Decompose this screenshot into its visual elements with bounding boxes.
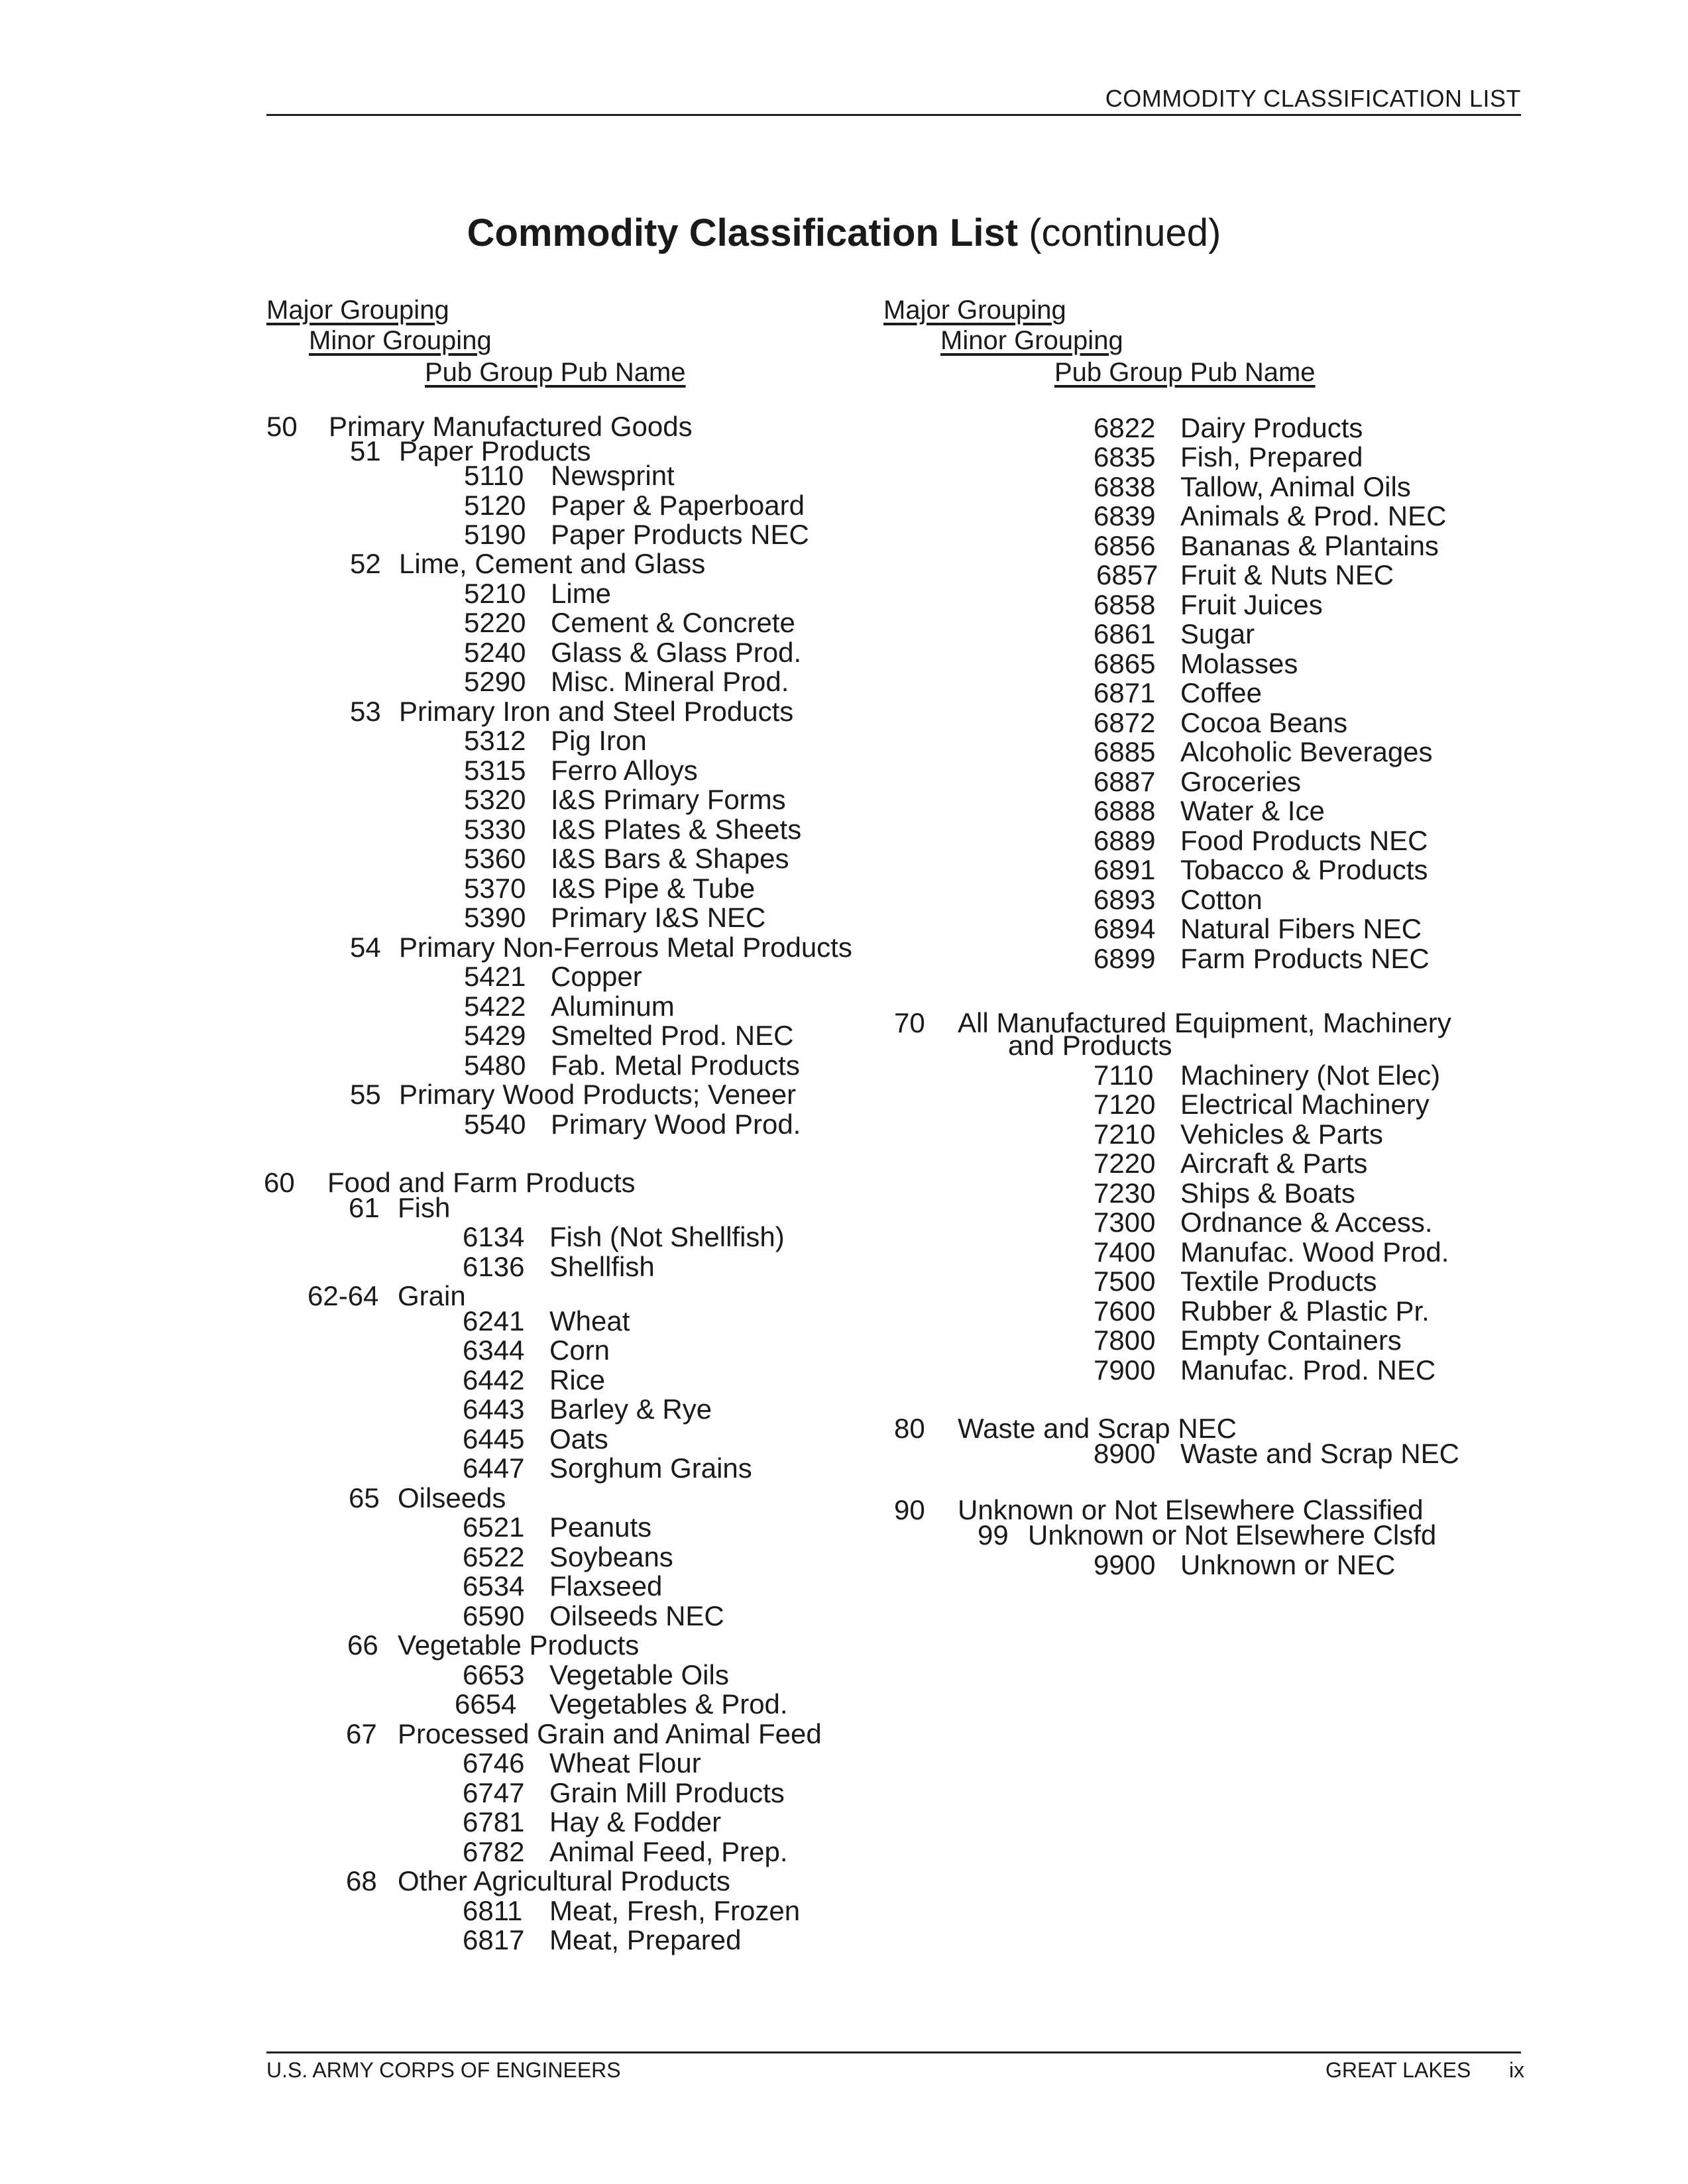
pub-code: 6781 — [463, 1806, 525, 1837]
pub-code: 6654 — [455, 1688, 517, 1720]
pub-code: 6442 — [463, 1364, 525, 1395]
pub-name: Animals & Prod. NEC — [1180, 500, 1447, 531]
major-name: All Manufactured Equipment, Machinery — [958, 1007, 1451, 1038]
footer-rule — [266, 2051, 1521, 2053]
legend-minor-right: Minor Grouping — [940, 326, 1123, 355]
pub-name: Oats — [549, 1423, 608, 1454]
pub-name: Empty Containers — [1180, 1325, 1402, 1356]
pub-code: 6861 — [1094, 618, 1156, 649]
pub-name: Fish, Prepared — [1180, 441, 1363, 472]
pub-code: 5220 — [464, 607, 526, 638]
pub-name: Wheat — [549, 1305, 630, 1337]
legend-pub-right: Pub Group Pub Name — [1054, 358, 1316, 387]
pub-name: Glass & Glass Prod. — [551, 637, 802, 668]
pub-code: 6534 — [463, 1570, 525, 1602]
minor-name: Primary Wood Products; Veneer — [399, 1079, 797, 1110]
minor-code: 67 — [346, 1718, 377, 1749]
pub-name: Vehicles & Parts — [1180, 1119, 1383, 1150]
pub-code: 5429 — [464, 1020, 526, 1051]
pub-code: 6521 — [463, 1511, 525, 1543]
pub-code: 6344 — [463, 1335, 525, 1366]
major-name: Food and Farm Products — [327, 1167, 636, 1198]
pub-name: Rubber & Plastic Pr. — [1180, 1295, 1430, 1327]
minor-name: Processed Grain and Animal Feed — [398, 1718, 822, 1749]
pub-name: Meat, Fresh, Frozen — [549, 1895, 801, 1926]
minor-code: 66 — [347, 1629, 378, 1661]
pub-name: Lime — [551, 578, 612, 609]
pub-name: Dairy Products — [1180, 412, 1363, 443]
major-code: 60 — [264, 1167, 295, 1198]
pub-name: Paper Products NEC — [551, 519, 809, 550]
minor-code: 68 — [346, 1865, 377, 1896]
page-title-main: Commodity Classification List — [467, 211, 1019, 254]
pub-code: 7500 — [1094, 1266, 1156, 1297]
major-name: Unknown or Not Elsewhere Classified — [958, 1494, 1424, 1525]
pub-code: 6782 — [463, 1836, 525, 1867]
pub-code: 6899 — [1094, 943, 1156, 974]
pub-code: 6893 — [1094, 884, 1156, 915]
minor-code: 99 — [978, 1519, 1009, 1551]
minor-name: Fish — [398, 1192, 451, 1223]
pub-name: Oilseeds NEC — [549, 1600, 724, 1631]
page-title — [0, 211, 1688, 255]
pub-name: Fruit & Nuts NEC — [1180, 559, 1394, 590]
running-header: COMMODITY CLASSIFICATION LIST — [1105, 85, 1521, 112]
pub-name: Waste and Scrap NEC — [1180, 1438, 1459, 1469]
pub-code: 7210 — [1094, 1119, 1156, 1150]
pub-name: Aircraft & Parts — [1180, 1148, 1368, 1179]
minor-code: 65 — [349, 1482, 380, 1513]
minor-name: Vegetable Products — [398, 1629, 640, 1661]
pub-code: 5190 — [464, 519, 526, 550]
pub-code: 7300 — [1094, 1207, 1156, 1238]
pub-code: 6134 — [463, 1221, 525, 1252]
major-name: Waste and Scrap NEC — [958, 1413, 1237, 1444]
pub-name: Misc. Mineral Prod. — [551, 666, 789, 697]
pub-code: 5390 — [464, 902, 526, 933]
pub-code: 8900 — [1094, 1438, 1156, 1469]
pub-code: 5370 — [464, 873, 526, 904]
pub-code: 5422 — [464, 991, 526, 1022]
pub-code: 7400 — [1094, 1236, 1156, 1268]
pub-name: Alcoholic Beverages — [1180, 736, 1433, 767]
pub-name: Ferro Alloys — [551, 755, 698, 786]
pub-code: 5210 — [464, 578, 526, 609]
major-code: 90 — [894, 1494, 925, 1525]
pub-name: I&S Primary Forms — [551, 784, 786, 815]
pub-code: 6746 — [463, 1747, 525, 1778]
pub-code: 5312 — [464, 725, 526, 756]
minor-code: 62-64 — [308, 1280, 379, 1311]
pub-code: 6447 — [463, 1452, 525, 1484]
pub-name: Newsprint — [551, 460, 675, 491]
pub-name: I&S Plates & Sheets — [551, 814, 802, 845]
minor-name: Grain — [398, 1280, 466, 1311]
pub-name: Fish (Not Shellfish) — [549, 1221, 785, 1252]
pub-name: Sorghum Grains — [549, 1452, 752, 1484]
pub-name: Soybeans — [549, 1541, 673, 1572]
pub-name: Primary I&S NEC — [551, 902, 766, 933]
pub-code: 6241 — [463, 1305, 525, 1337]
pub-name: Manufac. Prod. NEC — [1180, 1354, 1436, 1386]
footer-left: U.S. ARMY CORPS OF ENGINEERS — [266, 2058, 621, 2082]
pub-name: Grain Mill Products — [549, 1777, 785, 1808]
pub-code: 6522 — [463, 1541, 525, 1572]
pub-code: 5290 — [464, 666, 526, 697]
pub-name: Rice — [549, 1364, 606, 1395]
major-code: 70 — [894, 1007, 925, 1038]
pub-code: 6885 — [1094, 736, 1156, 767]
pub-code: 6887 — [1094, 766, 1156, 797]
major-name-continued: and Products — [1008, 1030, 1172, 1061]
pub-code: 6888 — [1094, 795, 1156, 826]
pub-name: Ships & Boats — [1180, 1177, 1355, 1209]
pub-name: Ordnance & Access. — [1180, 1207, 1433, 1238]
pub-code: 5540 — [464, 1109, 526, 1140]
footer-right: GREAT LAKES — [1325, 2058, 1471, 2082]
major-name: Primary Manufactured Goods — [329, 411, 693, 442]
pub-name: Natural Fibers NEC — [1180, 913, 1422, 944]
minor-name: Other Agricultural Products — [398, 1865, 730, 1896]
pub-name: Vegetable Oils — [549, 1659, 729, 1690]
minor-name: Primary Iron and Steel Products — [399, 696, 794, 727]
minor-code: 53 — [350, 696, 381, 727]
pub-code: 6136 — [463, 1251, 525, 1282]
pub-name: Unknown or NEC — [1180, 1549, 1396, 1580]
pub-code: 6865 — [1094, 648, 1156, 679]
pub-code: 6871 — [1094, 677, 1156, 708]
pub-name: Shellfish — [549, 1251, 655, 1282]
pub-name: Cocoa Beans — [1180, 707, 1348, 738]
pub-name: Cement & Concrete — [551, 607, 795, 638]
pub-code: 5480 — [464, 1050, 526, 1081]
pub-code: 6857 — [1096, 559, 1158, 590]
pub-code: 6747 — [463, 1777, 525, 1808]
pub-name: Electrical Machinery — [1180, 1089, 1430, 1120]
pub-code: 5240 — [464, 637, 526, 668]
pub-name: Tallow, Animal Oils — [1180, 471, 1411, 502]
pub-name: Animal Feed, Prep. — [549, 1836, 788, 1867]
pub-name: Barley & Rye — [549, 1393, 712, 1425]
minor-name: Oilseeds — [398, 1482, 506, 1513]
pub-code: 6894 — [1094, 913, 1156, 944]
page-title-suffix: (continued) — [1029, 211, 1221, 254]
pub-name: Corn — [549, 1335, 610, 1366]
pub-code: 6856 — [1094, 530, 1156, 561]
pub-code: 7120 — [1094, 1089, 1156, 1120]
pub-name: Machinery (Not Elec) — [1180, 1060, 1441, 1091]
pub-name: Copper — [551, 961, 642, 992]
minor-code: 61 — [349, 1192, 380, 1223]
legend-major-left: Major Grouping — [266, 296, 449, 325]
minor-code: 52 — [350, 548, 381, 579]
pub-name: Food Products NEC — [1180, 825, 1428, 856]
pub-code: 6817 — [463, 1924, 525, 1955]
pub-code: 9900 — [1094, 1549, 1156, 1580]
pub-code: 7900 — [1094, 1354, 1156, 1386]
pub-code: 6838 — [1094, 471, 1156, 502]
pub-name: Tobacco & Products — [1180, 854, 1428, 885]
pub-code: 6822 — [1094, 412, 1156, 443]
pub-name: I&S Pipe & Tube — [551, 873, 756, 904]
minor-code: 51 — [350, 435, 381, 466]
pub-code: 6835 — [1094, 441, 1156, 472]
pub-name: Manufac. Wood Prod. — [1180, 1236, 1449, 1268]
minor-code: 55 — [350, 1079, 381, 1110]
pub-name: Fruit Juices — [1180, 589, 1323, 620]
pub-code: 5421 — [464, 961, 526, 992]
pub-name: Cotton — [1180, 884, 1263, 915]
minor-code: 54 — [350, 932, 381, 963]
pub-code: 5315 — [464, 755, 526, 786]
pub-code: 7230 — [1094, 1177, 1156, 1209]
pub-name: Fab. Metal Products — [551, 1050, 800, 1081]
legend-major-right: Major Grouping — [883, 296, 1066, 325]
pub-name: Wheat Flour — [549, 1747, 701, 1778]
pub-code: 6872 — [1094, 707, 1156, 738]
minor-name: Primary Non-Ferrous Metal Products — [399, 932, 852, 963]
pub-code: 5360 — [464, 843, 526, 874]
pub-code: 6653 — [463, 1659, 525, 1690]
pub-name: Bananas & Plantains — [1180, 530, 1439, 561]
legend-minor-left: Minor Grouping — [309, 326, 492, 355]
pub-name: Farm Products NEC — [1180, 943, 1430, 974]
minor-name: Lime, Cement and Glass — [399, 548, 706, 579]
minor-name: Unknown or Not Elsewhere Clsfd — [1028, 1519, 1437, 1551]
pub-name: Hay & Fodder — [549, 1806, 722, 1837]
major-code: 50 — [266, 411, 298, 442]
pub-name: Smelted Prod. NEC — [551, 1020, 794, 1051]
pub-code: 5330 — [464, 814, 526, 845]
pub-code: 5110 — [464, 460, 524, 491]
pub-name: Coffee — [1180, 677, 1262, 708]
pub-name: Aluminum — [551, 991, 675, 1022]
pub-name: I&S Bars & Shapes — [551, 843, 789, 874]
pub-name: Sugar — [1180, 618, 1255, 649]
pub-name: Paper & Paperboard — [551, 490, 805, 521]
pub-code: 6858 — [1094, 589, 1156, 620]
pub-name: Textile Products — [1180, 1266, 1377, 1297]
pub-name: Water & Ice — [1180, 795, 1325, 826]
pub-name: Meat, Prepared — [549, 1924, 742, 1955]
pub-code: 6811 — [463, 1895, 523, 1926]
major-code: 80 — [894, 1413, 925, 1444]
pub-name: Peanuts — [549, 1511, 652, 1543]
pub-code: 6839 — [1094, 500, 1156, 531]
pub-code: 5320 — [464, 784, 526, 815]
header-rule — [266, 114, 1521, 116]
minor-name: Paper Products — [399, 435, 591, 466]
pub-name: Vegetables & Prod. — [549, 1688, 788, 1720]
pub-name: Primary Wood Prod. — [551, 1109, 801, 1140]
pub-code: 7220 — [1094, 1148, 1156, 1179]
pub-name: Flaxseed — [549, 1570, 663, 1602]
pub-name: Groceries — [1180, 766, 1302, 797]
pub-code: 6590 — [463, 1600, 525, 1631]
legend-pub-left: Pub Group Pub Name — [425, 358, 686, 387]
pub-code: 7600 — [1094, 1295, 1156, 1327]
pub-code: 7110 — [1094, 1060, 1154, 1091]
pub-code: 6889 — [1094, 825, 1156, 856]
pub-name: Molasses — [1180, 648, 1298, 679]
pub-code: 7800 — [1094, 1325, 1156, 1356]
pub-name: Pig Iron — [551, 725, 647, 756]
pub-code: 6445 — [463, 1423, 525, 1454]
page-number: ix — [1509, 2058, 1525, 2082]
pub-code: 6443 — [463, 1393, 525, 1425]
pub-code: 5120 — [464, 490, 526, 521]
pub-code: 6891 — [1094, 854, 1156, 885]
